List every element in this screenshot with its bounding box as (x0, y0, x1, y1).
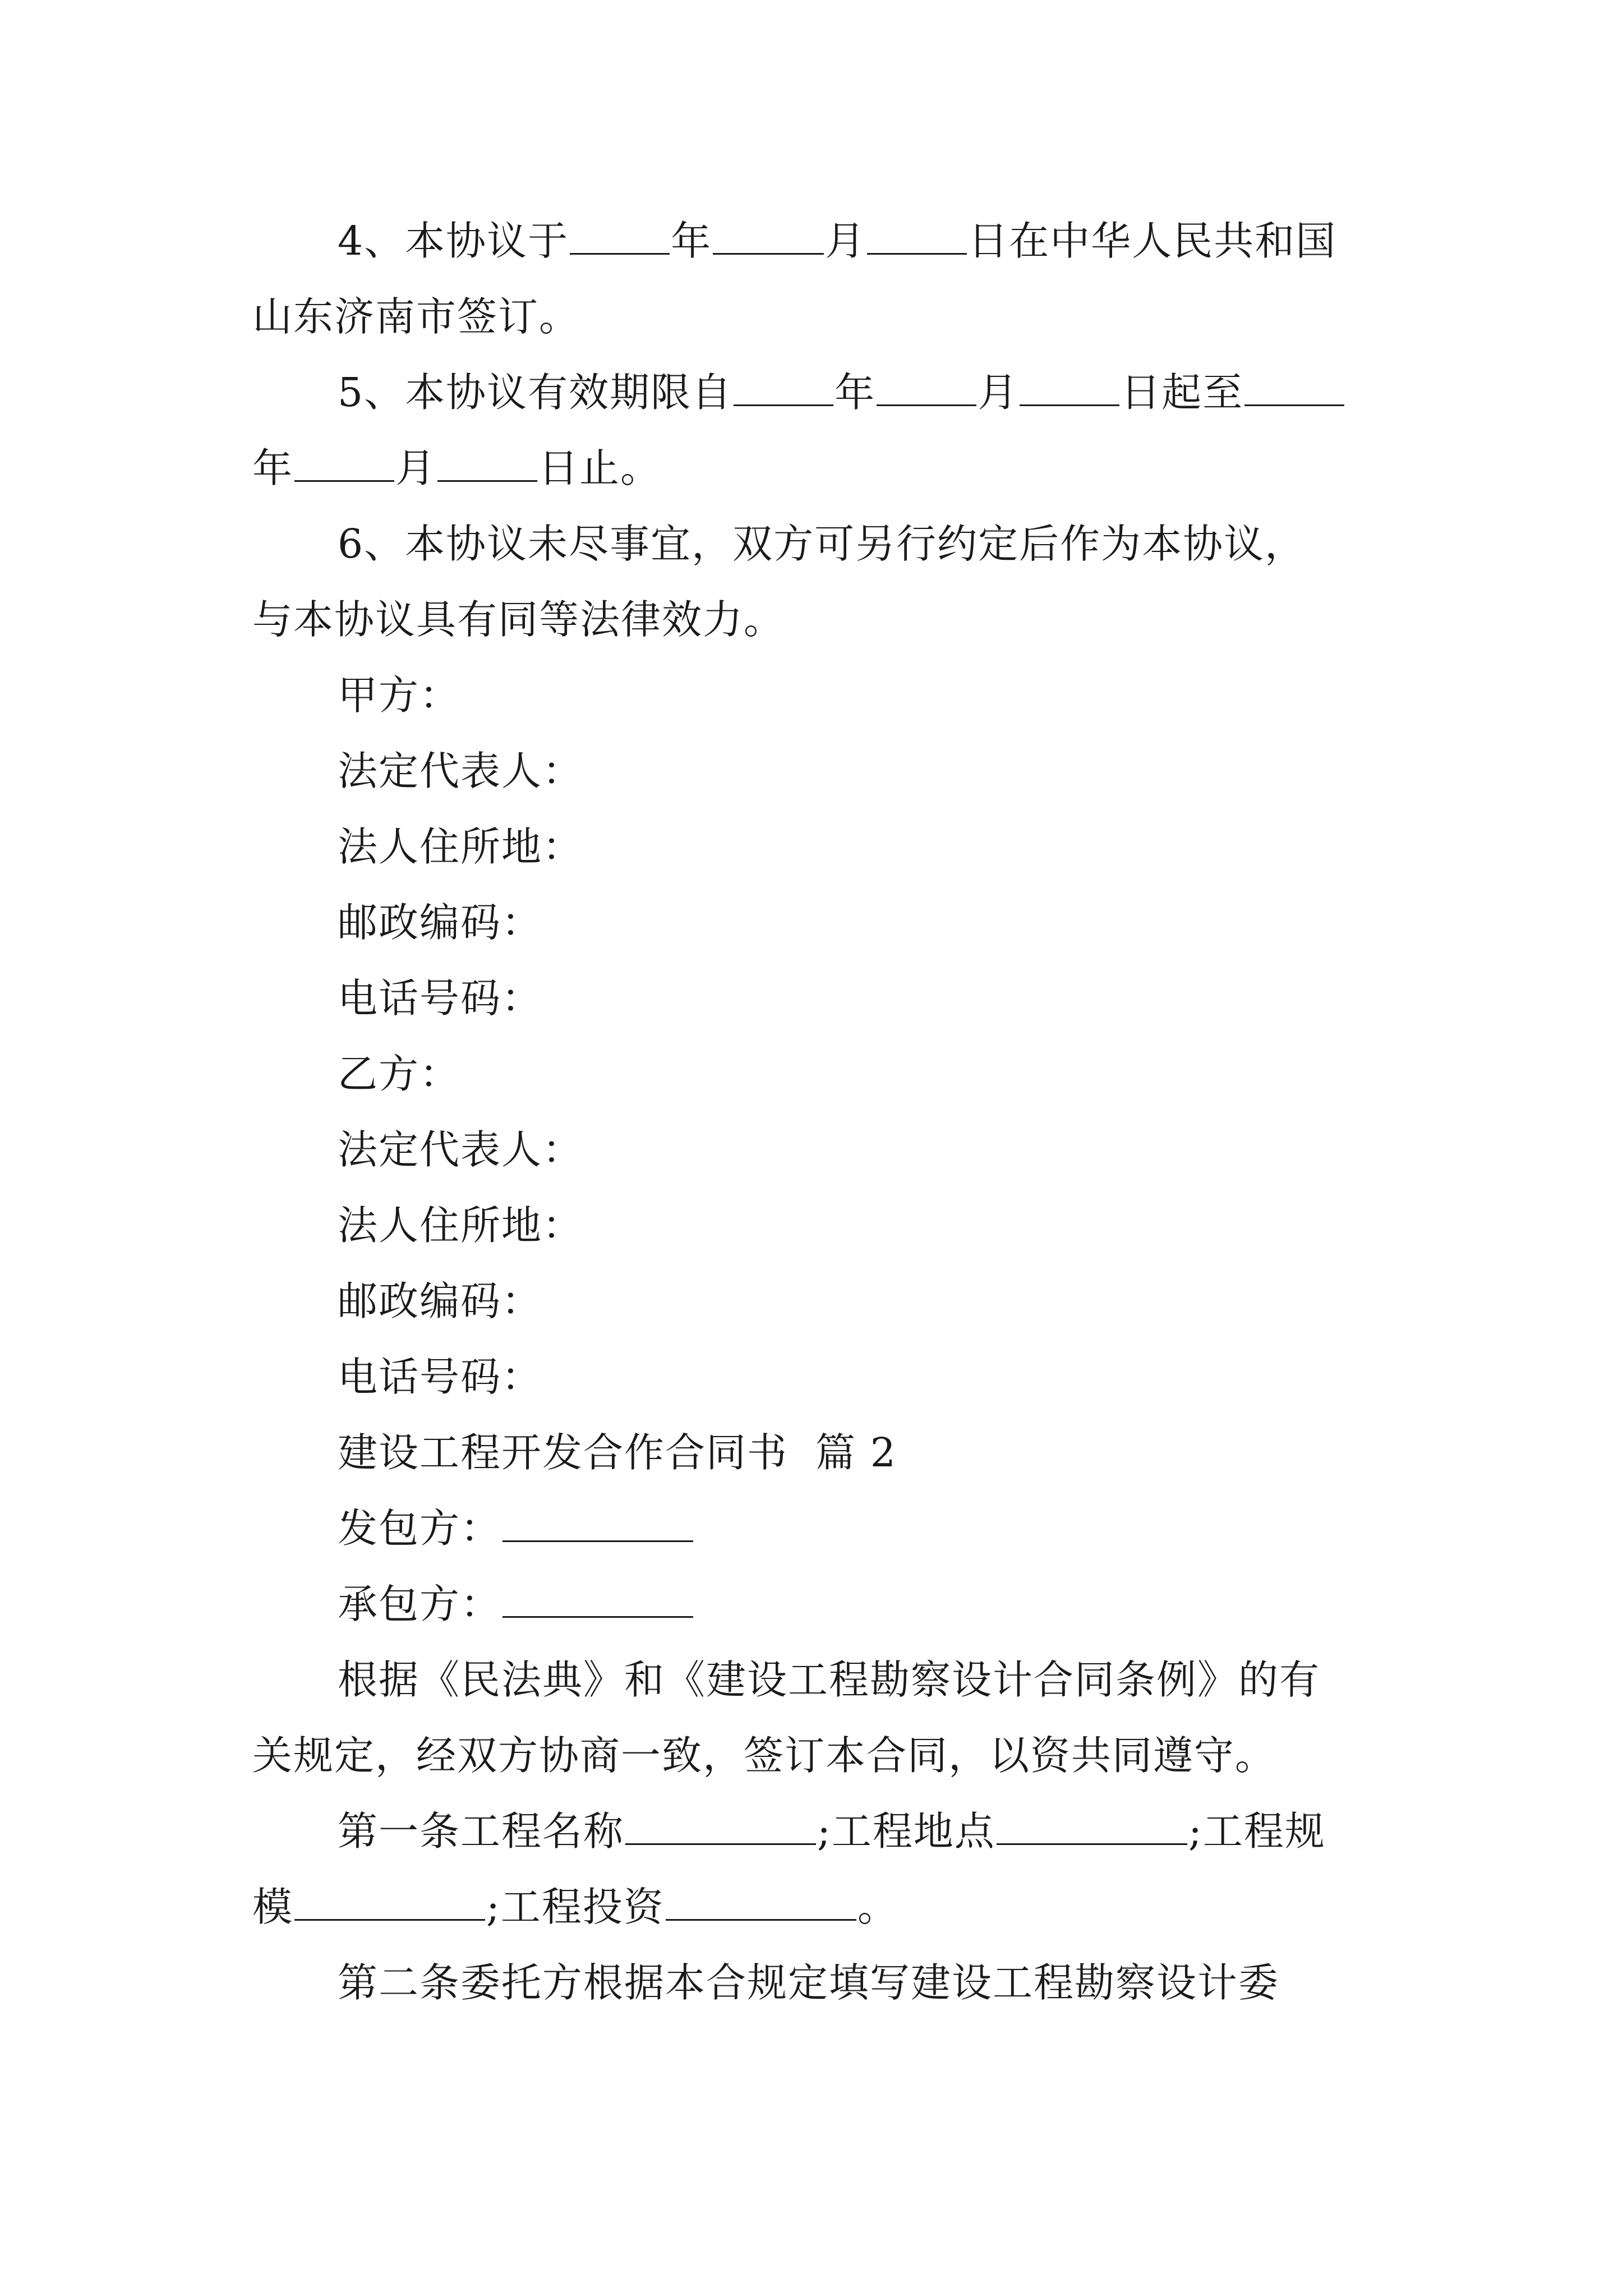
contractor-line (338, 1576, 694, 1632)
project-scale-label: ;工程规 (1188, 1808, 1326, 1855)
project-scale-label-tail: 模 (252, 1884, 294, 1930)
basis-text: 根据《民法典》和《建设工程勘察设计合同条例》的有 (338, 1657, 1321, 1703)
clause-4-location: 山东济南市签订。 (252, 293, 580, 340)
project-investment-blank (666, 1884, 856, 1921)
party-b-address-text: 法人住所地： (338, 1202, 584, 1249)
year-label: 年 (671, 218, 712, 264)
year-blank (570, 218, 670, 255)
end-day-label: 日止。 (538, 445, 662, 491)
start-day-label: 日起至 (1121, 369, 1244, 416)
party-b-phone-text: 电话号码： (338, 1354, 543, 1400)
project-name-label: 第一条工程名称 (338, 1808, 625, 1855)
clause-6-text: 6、本协议未尽事宜，双方可另行约定后作为本协议， (338, 521, 1306, 567)
party-a-title-text: 甲方： (338, 672, 461, 719)
party-b-phone (338, 1349, 542, 1405)
article-2-text: 第二条委托方根据本合规定填写建设工程勘察设计委 (338, 1959, 1280, 2006)
issuer-label: 发包方： (338, 1505, 502, 1552)
contractor-blank (502, 1581, 693, 1618)
end-day-blank (437, 445, 537, 482)
section-2-heading-text: 建设工程开发合作合同书 篇 2 (338, 1429, 897, 1476)
project-name-blank (625, 1809, 816, 1845)
issuer-blank (502, 1506, 693, 1542)
party-a-phone (338, 970, 542, 1027)
project-investment-label: ;工程投资 (486, 1884, 665, 1930)
month-blank (713, 218, 824, 255)
party-a-title (338, 668, 460, 724)
party-b-title (338, 1046, 460, 1102)
section-2-heading (338, 1425, 897, 1481)
article-1-period: 。 (857, 1884, 898, 1930)
clause-4-line-1 (338, 213, 1336, 269)
day-blank (867, 218, 967, 255)
clause-6-text-tail: 与本协议具有同等法律效力。 (252, 596, 785, 643)
article-1-line-1 (338, 1803, 1326, 1860)
basis-line-2 (252, 1728, 1276, 1784)
party-a-rep (338, 743, 583, 799)
start-month-label: 月 (978, 369, 1019, 416)
clause-6-line-1 (338, 516, 1306, 572)
party-b-rep-text: 法定代表人： (338, 1126, 584, 1173)
contractor-label: 承包方： (338, 1581, 502, 1627)
article-1-line-2 (252, 1879, 898, 1935)
basis-line-1 (338, 1652, 1320, 1708)
end-month-label: 月 (395, 445, 437, 491)
project-scale-blank (294, 1884, 485, 1921)
project-location-blank (997, 1809, 1187, 1845)
party-a-rep-text: 法定代表人： (338, 748, 584, 794)
basis-text-tail: 关规定，经双方协商一致，签订本合同，以资共同遵守。 (252, 1732, 1276, 1779)
party-b-rep (338, 1122, 583, 1178)
start-year-blank (734, 370, 833, 406)
end-year-blank-a (1244, 370, 1344, 406)
article-2-line-1 (338, 1955, 1279, 2011)
issuer-line (338, 1501, 694, 1557)
end-month-blank (294, 445, 394, 482)
party-b-title-text: 乙方： (338, 1051, 461, 1097)
party-b-postcode (338, 1273, 542, 1329)
start-day-blank (1020, 370, 1119, 406)
clause-5-line-1 (338, 365, 1345, 421)
month-label: 月 (825, 218, 866, 264)
project-location-label: ;工程地点 (817, 1808, 995, 1855)
party-a-phone-text: 电话号码： (338, 975, 543, 1022)
start-year-label: 年 (834, 369, 876, 416)
party-a-address (338, 819, 583, 875)
party-a-postcode (338, 895, 542, 951)
party-a-address-text: 法人住所地： (338, 823, 584, 870)
end-year-label: 年 (252, 445, 294, 491)
party-b-address (338, 1198, 583, 1254)
start-month-blank (877, 370, 976, 406)
clause-4-line-2 (252, 289, 580, 345)
party-a-postcode-text: 邮政编码： (338, 899, 543, 946)
clause-4-text-tail: 日在中华人民共和国 (968, 218, 1337, 264)
party-b-postcode-text: 邮政编码： (338, 1278, 543, 1324)
clause-6-line-2 (252, 592, 785, 648)
clause-5-text: 5、本协议有效期限自 (338, 369, 733, 416)
clause-4-text: 4、本协议于 (338, 218, 569, 264)
clause-5-line-2 (252, 440, 661, 496)
